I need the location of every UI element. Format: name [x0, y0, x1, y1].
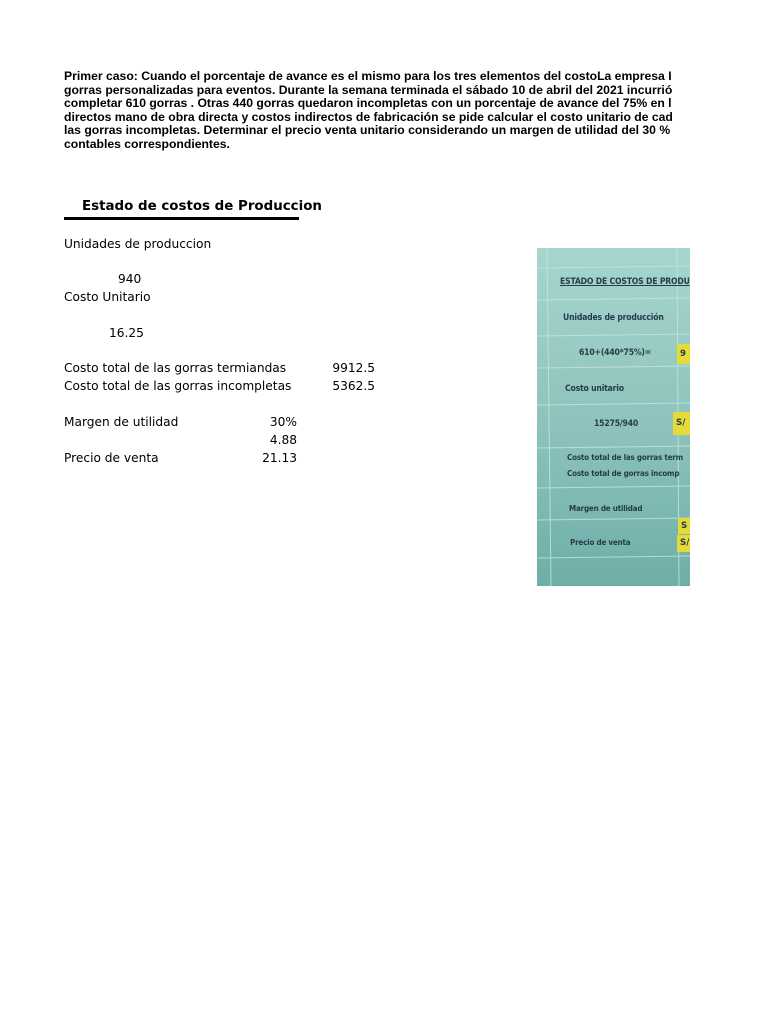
units-label: Unidades de produccion [64, 237, 212, 251]
finished-total-value: 9912.5 [332, 361, 375, 375]
unit-cost-label: Costo Unitario [64, 290, 151, 304]
photo-finished-label: Costo total de las gorras term [567, 453, 683, 462]
photo-background [537, 248, 690, 586]
photo-unit-cost-cell: S/ [673, 412, 690, 435]
problem-line: las gorras incompletas. Determinar el precio venta unitario considerando un margen de utilidad del 30 % [64, 123, 671, 138]
photo-unit-cost-label: Costo unitario [565, 384, 624, 394]
photo-price-cell: S/ [677, 535, 690, 552]
photo-price-label: Precio de venta [570, 538, 631, 547]
margin-label: Margen de utilidad [64, 415, 179, 429]
photo-units-label: Unidades de producción [563, 313, 664, 323]
reference-photo [537, 248, 690, 586]
problem-line: contables correspondientes. [64, 136, 230, 151]
section-title: Estado de costos de Produccion [82, 199, 322, 214]
units-value: 940 [118, 272, 142, 286]
price-label: Precio de venta [64, 451, 159, 465]
problem-line: directos mano de obra directa y costos indirectos de fabricación se pide calcular el costo unitario de cad [64, 109, 673, 124]
problem-line: gorras personalizadas para eventos. Durante la semana terminada el sábado 10 de abril del 2021 incurrió [64, 82, 673, 97]
incomplete-total-label: Costo total de las gorras incompletas [64, 379, 292, 393]
problem-line: completar 610 gorras . Otras 440 gorras quedaron incompletas con un porcentaje de avance del 75% en l [64, 96, 672, 111]
photo-units-formula: 610+(440*75%)= [579, 348, 652, 358]
price-value: 21.13 [262, 451, 297, 465]
problem-line: Primer caso: Cuando el porcentaje de avance es el mismo para los tres elementos del costoLa empresa I [64, 70, 672, 83]
margin-percent: 30% [269, 415, 297, 429]
photo-margin-cell: S [678, 518, 690, 534]
photo-title: ESTADO DE COSTOS DE PRODU [560, 277, 690, 287]
photo-unit-cost-formula: 15275/940 [594, 419, 639, 429]
photo-incomplete-label: Costo total de gorras incomp [567, 469, 680, 478]
problem-statement [64, 70, 690, 152]
margin-amount: 4.88 [269, 433, 297, 447]
photo-units-cell: 9 [677, 344, 690, 364]
unit-cost-value: 16.25 [109, 326, 144, 340]
title-underline [64, 217, 299, 220]
incomplete-total-value: 5362.5 [332, 379, 375, 393]
finished-total-label: Costo total de las gorras termiandas [64, 361, 287, 375]
photo-margin-label: Margen de utilidad [569, 504, 643, 513]
